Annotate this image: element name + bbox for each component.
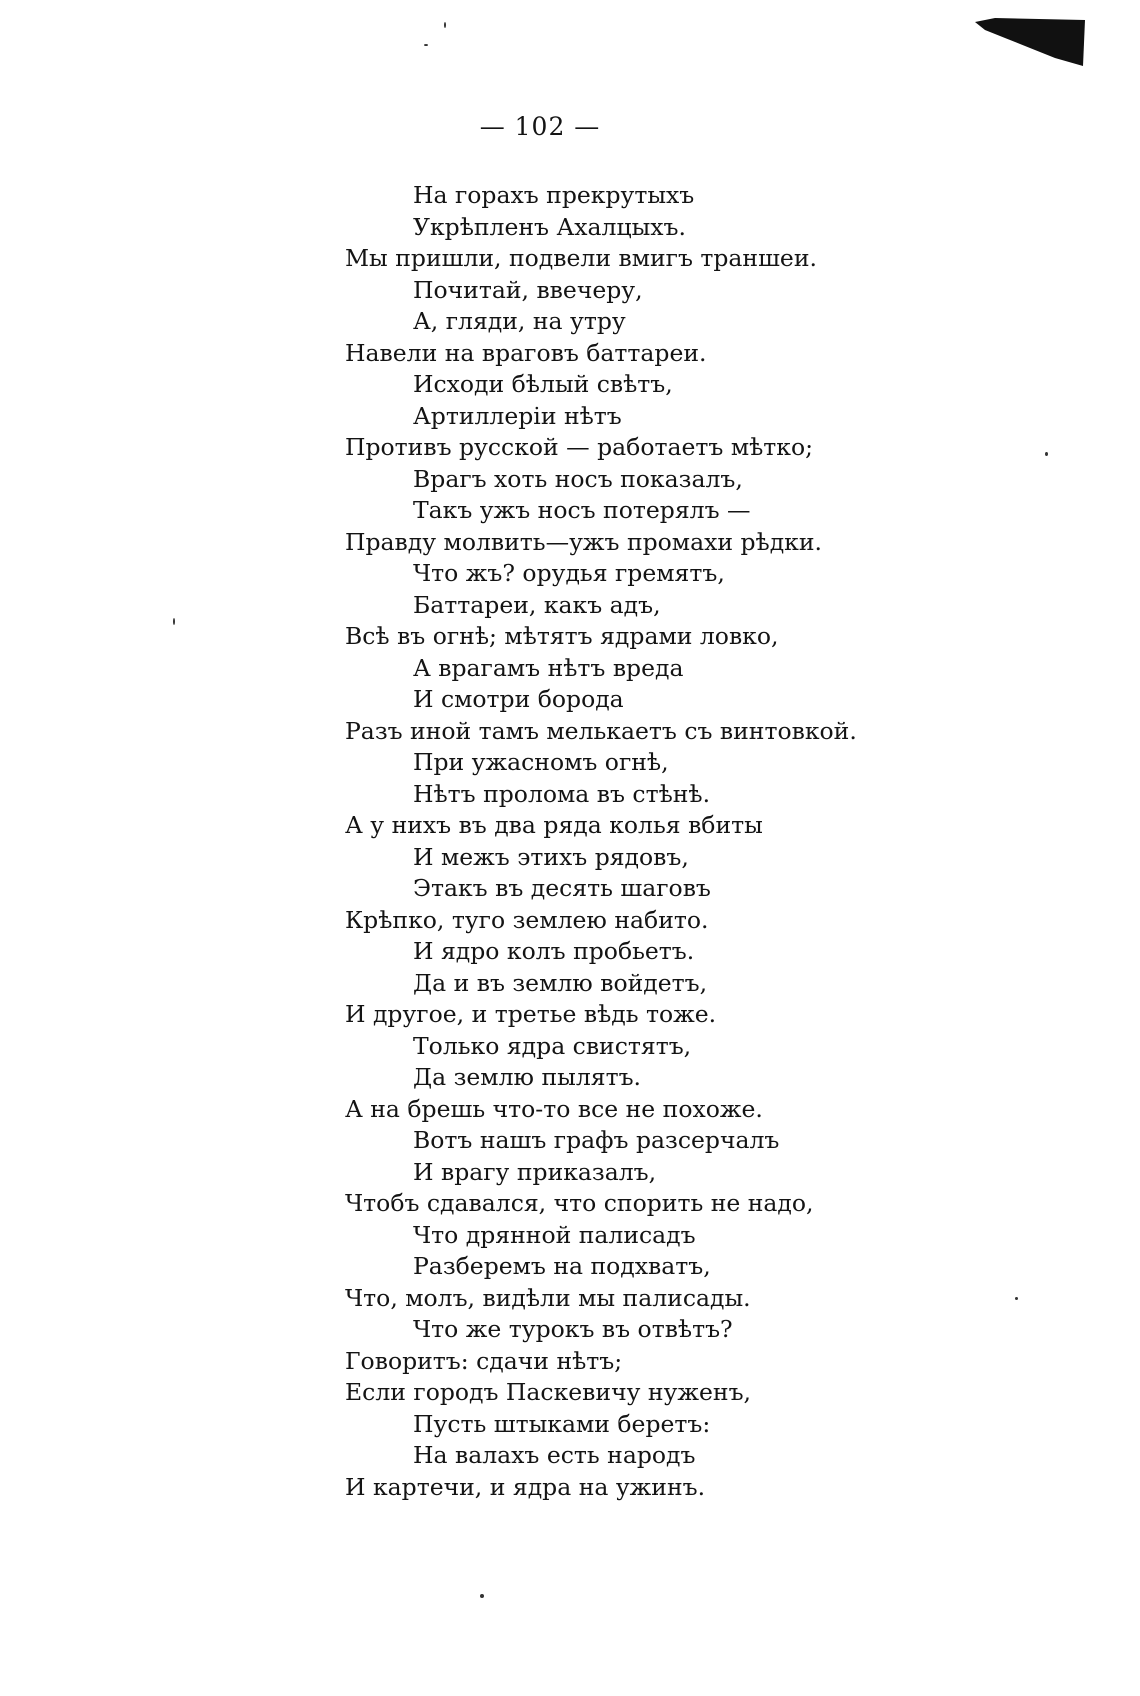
poem-line: И картечи, и ядра на ужинъ.: [345, 1472, 706, 1501]
poem-line: Что дрянной палисадъ: [413, 1220, 696, 1249]
scan-speck: [444, 22, 446, 28]
poem-line: Всѣ въ огнѣ; мѣтятъ ядрами ловко,: [345, 622, 779, 650]
poem-line: Этакъ въ десять шаговъ: [413, 874, 711, 902]
poem-line: Почитай, ввечеру,: [413, 275, 643, 304]
scan-speck: [480, 1594, 484, 1598]
poem-line: Если городъ Паскевичу нуженъ,: [345, 1378, 752, 1406]
poem-line: И врагу приказалъ,: [413, 1157, 657, 1186]
poem-line: На валахъ есть народъ: [413, 1441, 696, 1469]
poem-line: Разъ иной тамъ мелькаетъ съ винтовкой.: [345, 716, 857, 745]
poem-line: Что, молъ, видѣли мы палисады.: [345, 1283, 751, 1312]
poem-line: Укрѣпленъ Ахалцыхъ.: [413, 212, 686, 241]
poem-line: А, гляди, на утру: [413, 307, 626, 335]
scan-speck: [424, 44, 428, 46]
poem-line: Говоритъ: сдачи нѣтъ;: [345, 1346, 623, 1375]
poem-line: Да землю пылятъ.: [413, 1063, 641, 1091]
poem-line: Чтобъ сдавался, что спорить не надо,: [345, 1189, 814, 1217]
poem-line: Исходи бѣлый свѣтъ,: [413, 370, 673, 398]
poem-line: И межъ этихъ рядовъ,: [413, 842, 689, 871]
poem-line: Правду молвить—ужъ промахи рѣдки.: [345, 527, 822, 556]
poem-line: И смотри борода: [413, 685, 624, 713]
poem-line: Разберемъ на подхватъ,: [413, 1252, 711, 1280]
poem-line: Врагъ хоть носъ показалъ,: [413, 464, 743, 493]
poem-line: Пусть штыками беретъ:: [413, 1409, 711, 1438]
poem-line: И другое, и третье вѣдь тоже.: [345, 1000, 717, 1028]
poem-line: Что жъ? орудья гремятъ,: [413, 559, 725, 587]
poem-line: Вотъ нашъ графъ разсерчалъ: [413, 1126, 780, 1154]
poem-line: Нѣтъ пролома въ стѣнѣ.: [413, 779, 711, 808]
poem-line: Крѣпко, туго землею набито.: [345, 905, 709, 934]
poem-line: Такъ ужъ носъ потерялъ —: [413, 496, 751, 524]
scan-stain-mark: [975, 18, 1085, 66]
poem-line: Мы пришли, подвели вмигъ траншеи.: [345, 244, 817, 272]
poem-line: На горахъ прекрутыхъ: [413, 181, 695, 209]
poem-line: Противъ русской — работаетъ мѣтко;: [345, 433, 814, 461]
poem-line: А на брешь что-то все не похоже.: [345, 1094, 763, 1123]
poem-text: [345, 180, 1105, 1503]
poem-line: При ужасномъ огнѣ,: [413, 748, 669, 776]
poem-line: А врагамъ нѣтъ вреда: [413, 653, 684, 682]
page-number: — 102 —: [479, 112, 601, 141]
poem-line: Только ядра свистятъ,: [413, 1031, 692, 1060]
poem-line: Что же турокъ въ отвѣтъ?: [413, 1315, 733, 1343]
poem-line: И ядро колъ пробьетъ.: [413, 937, 695, 965]
poem-line: А у нихъ въ два ряда колья вбиты: [345, 811, 763, 839]
scan-speck: [173, 618, 175, 625]
poem-line: Навели на враговъ баттареи.: [345, 338, 707, 367]
poem-line: Артиллеріи нѣтъ: [413, 401, 622, 430]
poem-line: Да и въ землю войдетъ,: [413, 968, 708, 997]
poem-line: Баттареи, какъ адъ,: [413, 590, 661, 619]
